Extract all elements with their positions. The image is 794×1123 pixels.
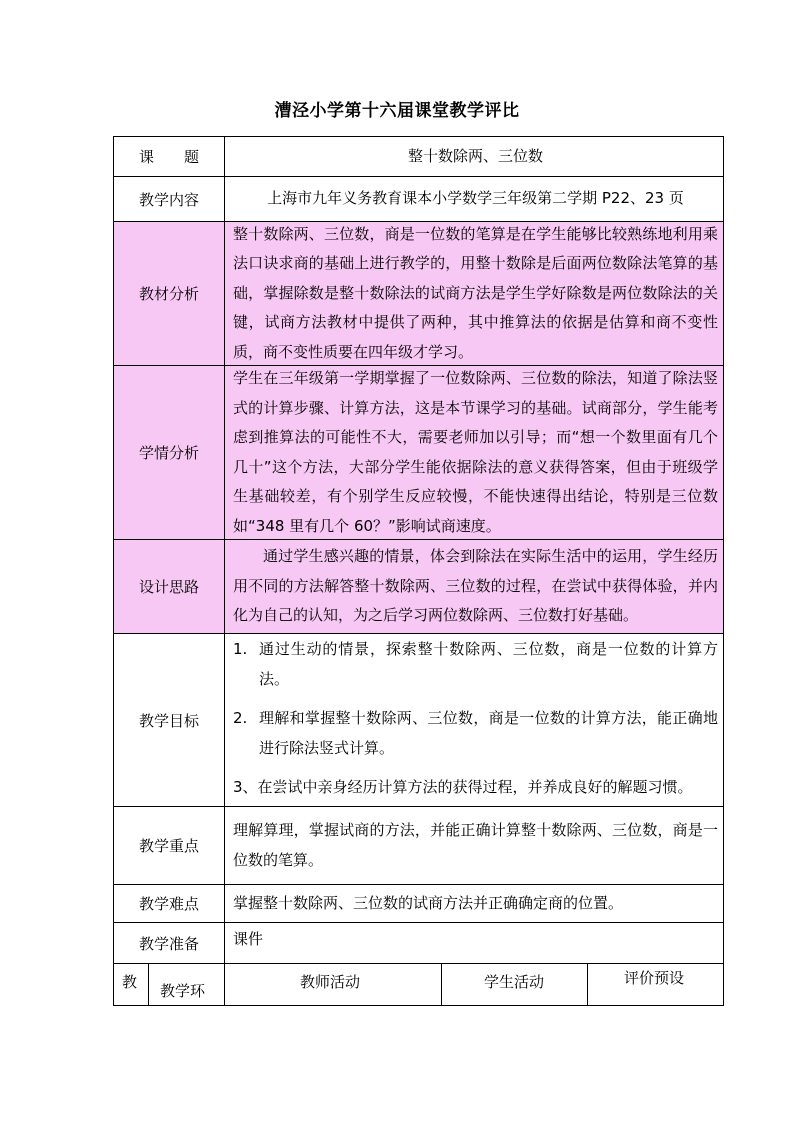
- goals-value: [225, 634, 724, 806]
- goal-item-2-num: 2.: [233, 709, 248, 727]
- footer-col-0: 教: [122, 973, 138, 991]
- content-label: 教学内容: [138, 190, 199, 209]
- goal-item-1: [233, 635, 718, 694]
- prep-text: 课件: [233, 930, 264, 948]
- topic-value: [225, 137, 724, 176]
- content-text: 上海市九年义务教育课本小学数学三年级第二学期 P22、23 页: [267, 189, 684, 208]
- difficulty-label: 教学难点: [138, 895, 199, 913]
- footer-col-2: 教师活动: [300, 973, 361, 991]
- footer-col-1: 教学环: [160, 982, 206, 1000]
- material-label: 教材分析: [138, 285, 199, 303]
- key-text: 理解算理，掌握试商的方法，并能正确计算整十数除两、三位数，商是一位数的笔算。: [233, 821, 718, 869]
- goal-item-3: 3、在尝试中亲身经历计算方法的获得过程，并养成良好的解题习惯。: [233, 778, 693, 796]
- students-value: [225, 366, 724, 539]
- goals-label: 教学目标: [138, 711, 199, 730]
- design-label: 设计思路: [138, 578, 199, 596]
- students-label: 学情分析: [138, 444, 199, 462]
- goal-item-2: [233, 704, 718, 763]
- design-text: 通过学生感兴趣的情景，体会到除法在实际生活中的运用，学生经历用不同的方法解答整十数除两、三位数的过程，在尝试中获得体验，并内化为自己的认知，为之后学习两位数除两、三位数打好基础。: [233, 547, 718, 625]
- material-text: 整十数除两、三位数，商是一位数的笔算是在学生能够比较熟练地利用乘法口诀求商的基础上进行教学的，用整十数除是后面两位数除法笔算的基础，掌握除数是整十数除法的试商方法是学生学好除数是两位数除法的关键，试商方法教材中提供了两种，其中推算法的依据是估算和商不变性质，商不变性质要在四年级才学习。: [233, 224, 718, 361]
- prep-value: [225, 923, 724, 963]
- topic-text: 整十数除两、三位数: [407, 146, 543, 165]
- difficulty-value: [225, 885, 724, 922]
- prep-label: 教学准备: [138, 934, 199, 953]
- goal-item-1-text: 通过生动的情景，探索整十数除两、三位数，商是一位数的计算方法。: [259, 640, 718, 688]
- content-value: [225, 177, 724, 221]
- footer-col-4: 评价预设: [624, 969, 685, 987]
- key-value: [225, 807, 724, 884]
- design-value: [225, 540, 724, 633]
- footer-col-3: 学生活动: [484, 973, 545, 991]
- students-text: 学生在三年级第一学期掌握了一位数除两、三位数的除法，知道了除法竖式的计算步骤、计算方法，这是本节课学习的基础。试商部分，学生能考虑到推算法的可能性不大，需要老师加以引导；而“想一个数里面有几个几十”这个方法，大部分学生能依据除法的意义获得答案，但由于班级学生基础较差，有个别学生反应较慢，不能快速得出结论，特别是三位数如“348 里有几个 60？”影响试商速度。: [233, 369, 718, 535]
- goal-item-1-num: 1.: [233, 640, 248, 658]
- goal-item-2-text: 理解和掌握整十数除两、三位数，商是一位数的计算方法，能正确地进行除法竖式计算。: [259, 709, 718, 757]
- key-label: 教学重点: [138, 837, 199, 855]
- page-title: 漕泾小学第十六届课堂教学评比: [274, 101, 520, 121]
- topic-label: 课 题: [138, 148, 199, 166]
- material-value: [225, 222, 724, 365]
- difficulty-text: 掌握整十数除两、三位数的试商方法并正确确定商的位置。: [233, 893, 624, 912]
